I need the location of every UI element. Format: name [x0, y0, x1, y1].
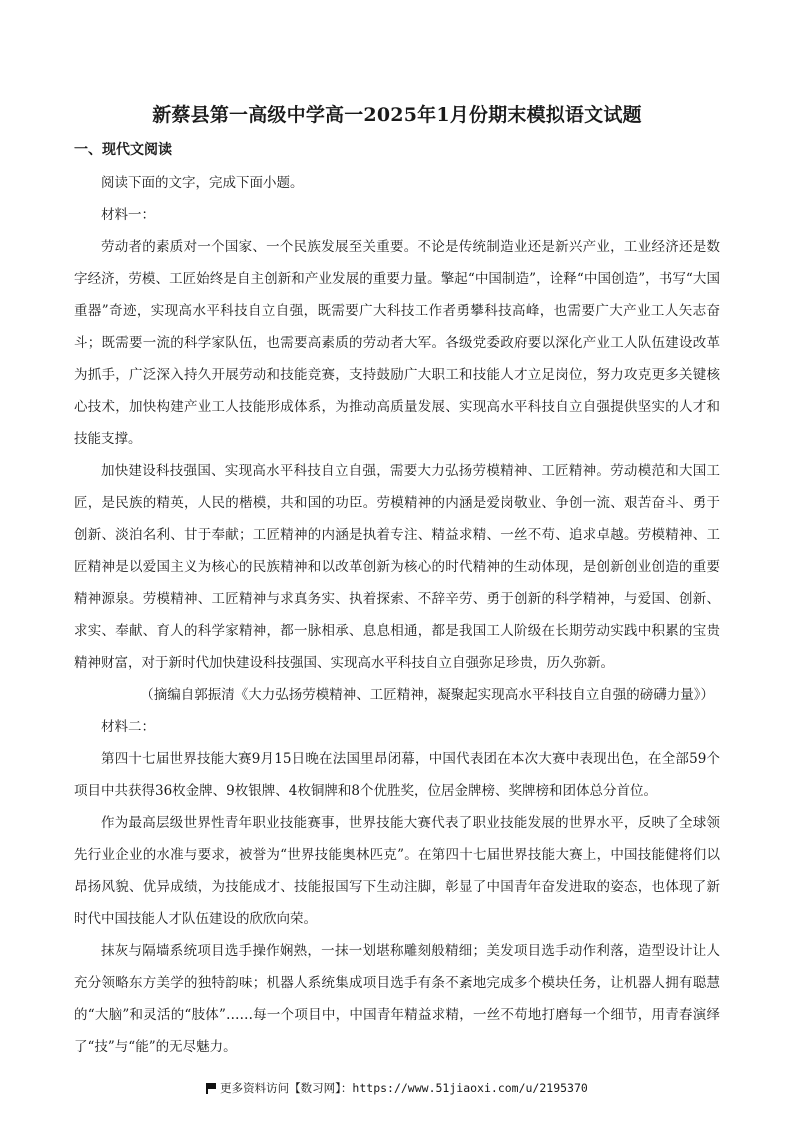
material1-paragraph-2: 加快建设科技强国、实现高水平科技自立自强，需要大力弘扬劳模精神、工匠精神。劳动模范和大国工匠，是民族的精英，人民的楷模，共和国的功臣。劳模精神的内涵是爱岗敬业、争创一流、艰苦奋斗、勇于创新、淡泊名利、甘于奉献；工匠精神的内涵是执着专注、精益求精、一丝不苟、追求卓越。劳模精神、工匠精神是以爱国主义为核心的民族精神和以改革创新为核心的时代精神的生动体现，是创新创业创造的重要精神源泉。劳模精神、工匠精神与求真务实、执着探索、不辞辛劳、勇于创新的科学精神，与爱国、创新、求实、奉献、育人的科学家精神，都一脉相承、息息相通，都是我国工人阶级在长期劳动实践中积累的宝贵精神财富，对于新时代加快建设科技强国、实现高水平科技自立自强弥足珍贵，历久弥新。 — [74, 463, 720, 671]
material2-paragraph-3: 抹灰与隔墙系统项目选手操作娴熟，一抹一划堪称雕刻般精细；美发项目选手动作利落，造型设计让人充分领略东方美学的独特韵味；机器人系统集成项目选手有条不紊地完成多个模块任务，让机器人拥有聪慧的“大脑”和灵活的“肢体”……每一个项目中，中国青年精益求精，一丝不苟地打磨每一个细节，用青春演绎了“技”与“能”的无尽魅力。 — [74, 943, 720, 1055]
material1-source: （摘编自郭振清《大力弘扬劳模精神、工匠精神，凝聚起实现高水平科技自立自强的磅礴力量》） — [140, 687, 714, 703]
footer-text[interactable]: 更多资料访问【数习网】：https://www.51jiaoxi.com/u/2195370 — [220, 1081, 588, 1095]
material2-label: 材料二： — [101, 719, 155, 735]
footer-link[interactable] — [0, 1080, 794, 1096]
material1-label: 材料一： — [101, 207, 155, 223]
material2-paragraph-2: 作为最高层级世界性青年职业技能赛事，世界技能大赛代表了职业技能发展的世界水平，反映了全球领先行业企业的水准与要求，被誉为“世界技能奥林匹克”。在第四十七届世界技能大赛上，中国技能健将们以昂扬风貌、优异成绩，为技能成才、技能报国写下生动注脚，彰显了中国青年奋发进取的姿态，也体现了新时代中国技能人才队伍建设的欣欣向荣。 — [74, 815, 720, 927]
material2-paragraph-1: 第四十七届世界技能大赛9月15日晚在法国里昂闭幕，中国代表团在本次大赛中表现出色，在全部59个项目中共获得36枚金牌、9枚银牌、4枚铜牌和8个优胜奖，位居金牌榜、奖牌榜和团体总分首位。 — [74, 751, 720, 799]
document-title: 新蔡县第一高级中学高一2025年1月份期末模拟语文试题 — [152, 104, 642, 126]
flag-icon — [206, 1083, 216, 1093]
section-heading: 一、现代文阅读 — [74, 142, 172, 158]
material1-paragraph-1: 劳动者的素质对一个国家、一个民族发展至关重要。不论是传统制造业还是新兴产业，工业经济还是数字经济，劳模、工匠始终是自主创新和产业发展的重要力量。擎起“中国制造”，诠释“中国创造”，书写“大国重器”奇迹，实现高水平科技自立自强，既需要广大科技工作者勇攀科技高峰，也需要广大产业工人矢志奋斗；既需要一流的科学家队伍，也需要高素质的劳动者大军。各级党委政府要以深化产业工人队伍建设改革为抓手，广泛深入持久开展劳动和技能竞赛，支持鼓励广大职工和技能人才立足岗位，努力攻克更多关键核心技术，加快构建产业工人技能形成体系，为推动高质量发展、实现高水平科技自立自强提供坚实的人才和技能支撑。 — [74, 239, 720, 447]
reading-instruction: 阅读下面的文字，完成下面小题。 — [101, 175, 304, 191]
document-page — [74, 100, 720, 1063]
